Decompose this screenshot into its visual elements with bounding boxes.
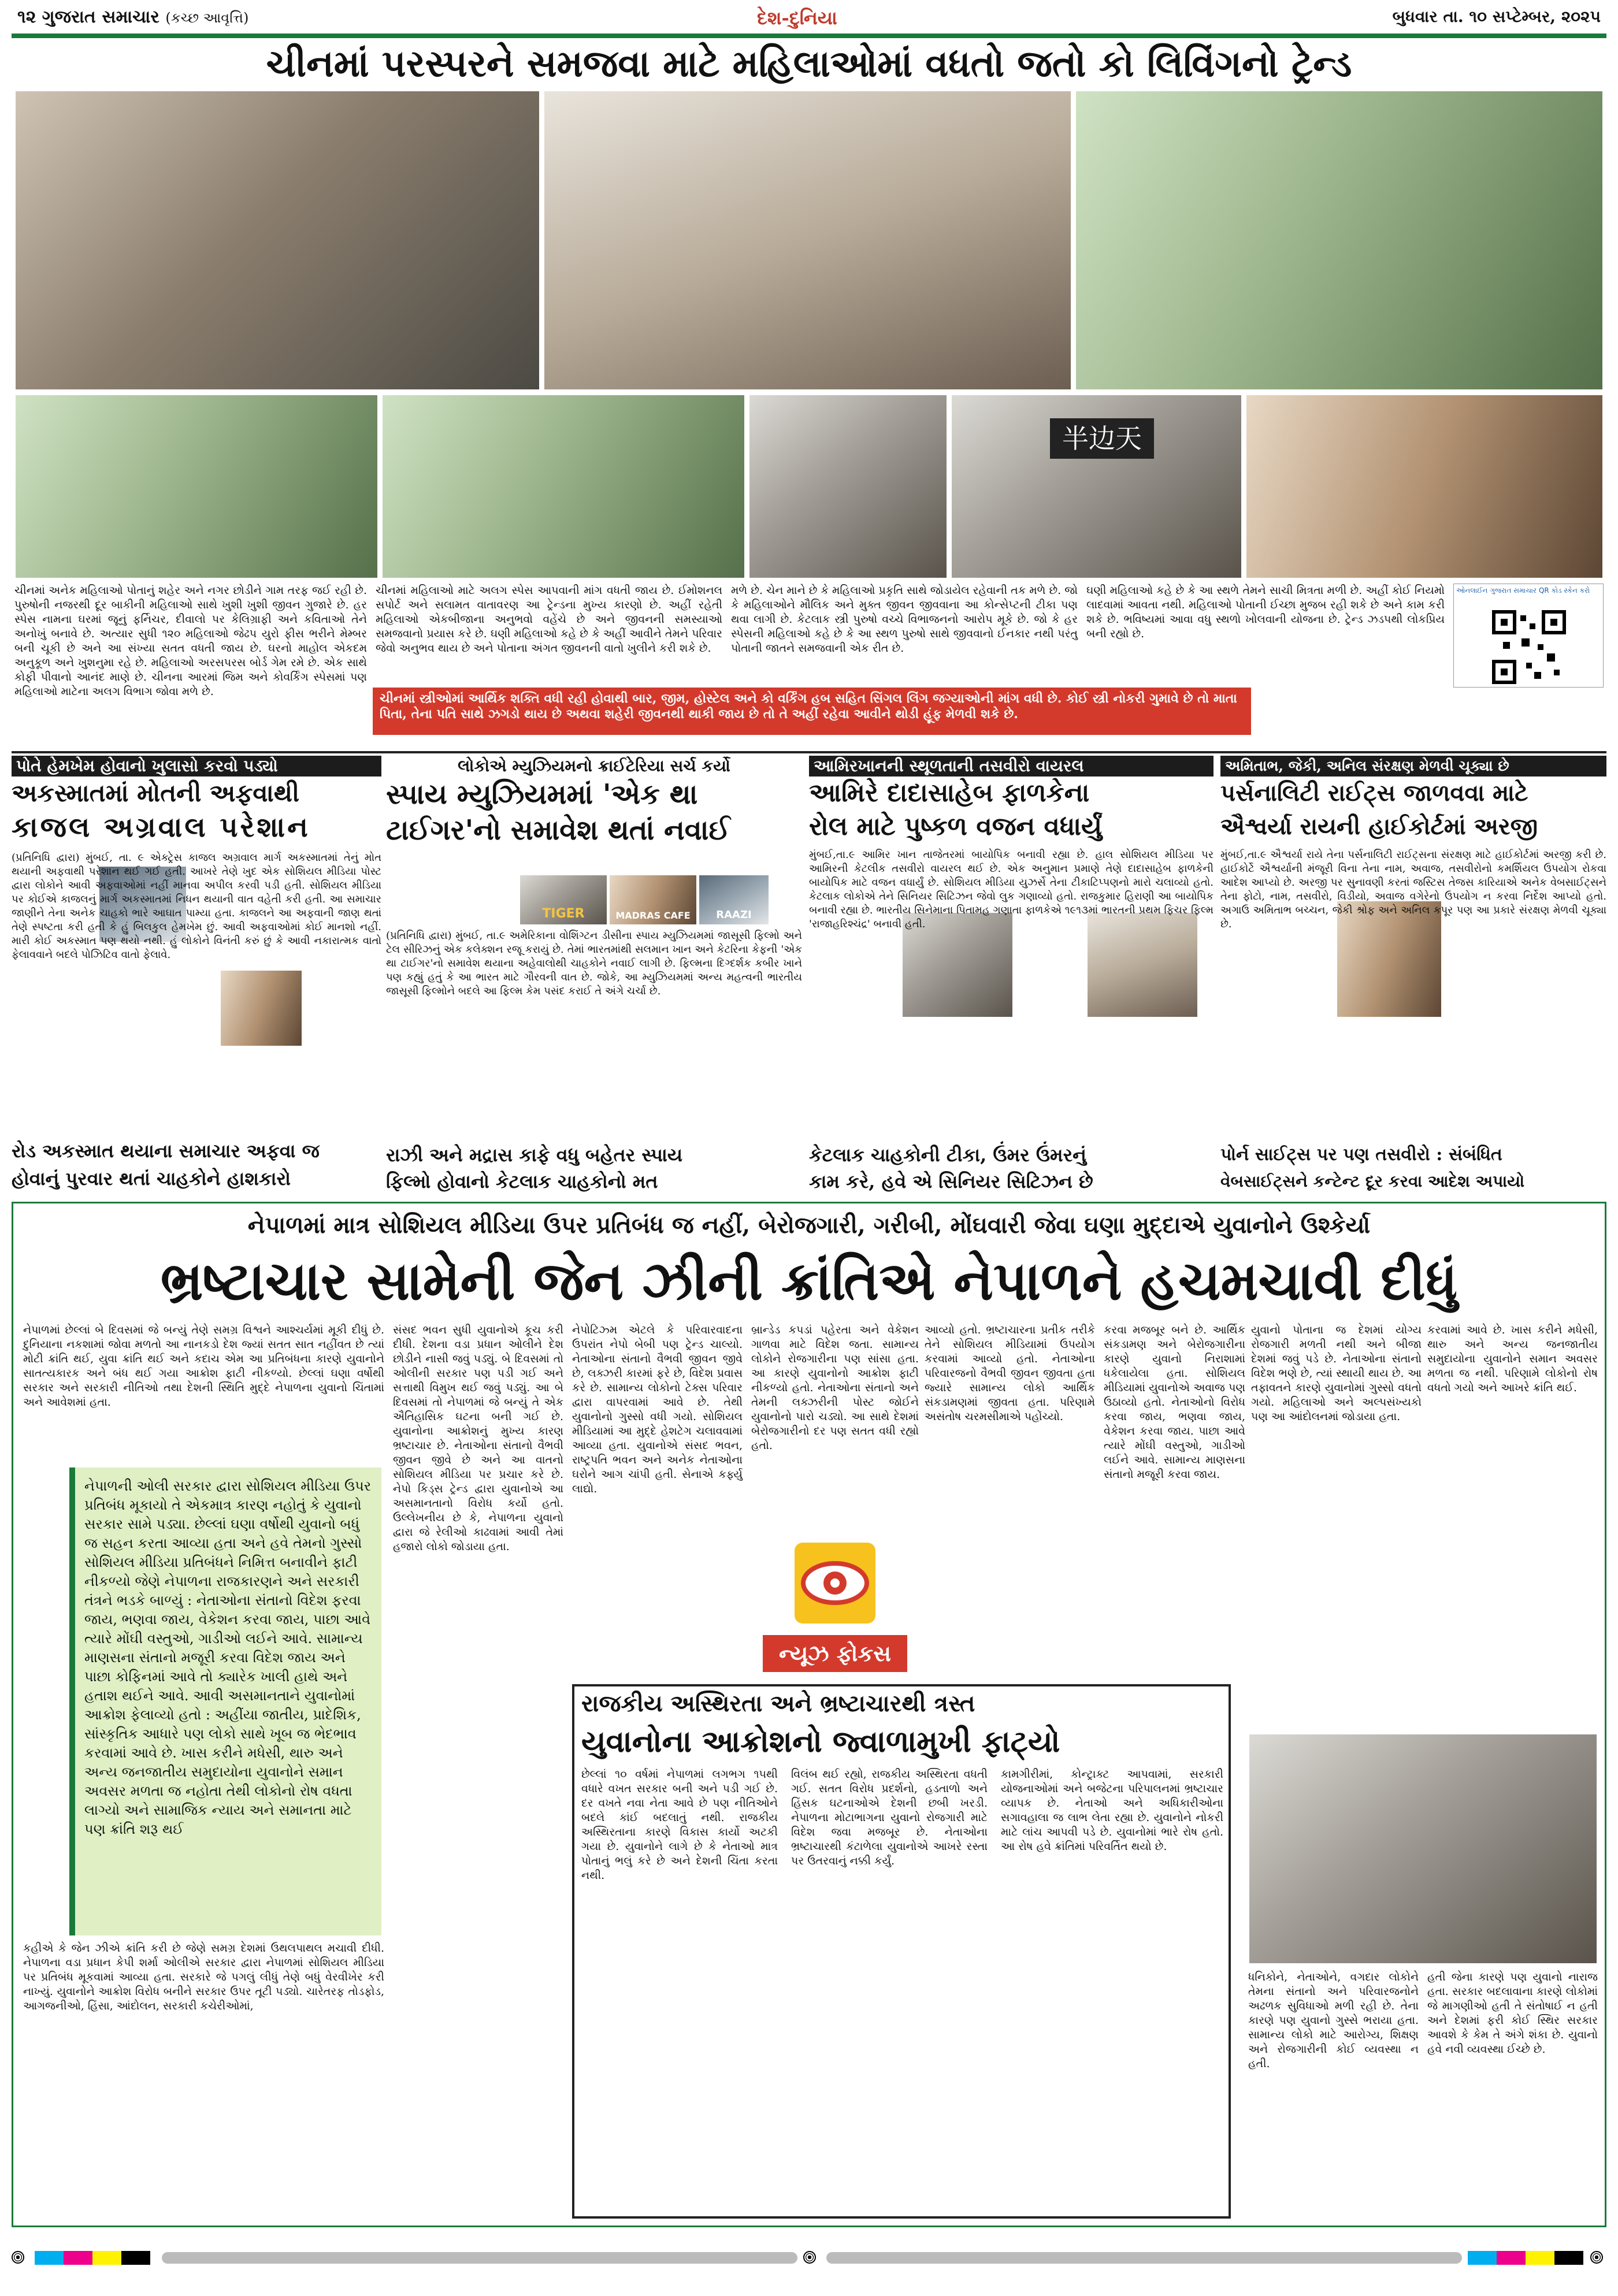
print-marks <box>12 2242 1606 2276</box>
photo-women-house <box>1075 90 1604 391</box>
story-aishwarya <box>1220 756 1606 1198</box>
section-label: દેશ-દુનિયા <box>757 7 837 29</box>
aishwarya-footer-2: વેબસાઈટ્સને કન્ટેન્ટ દૂર કરવા આદેશ અપાયો <box>1220 1172 1525 1191</box>
page-label <box>17 7 248 27</box>
top-story-col1: ચીનમાં અનેક મહિલાઓ પોતાનું શહેર અને નગર છોડીને ગામ તરફ જઈ રહી છે. પુરુષોની નજરથી દૂર બાકીની મહિલાઓ સાથે ખુશી ખુશી જીવન ગુજારે છે. હર સ્પેસ નામના ઘરમાં જૂનું ફર્નિચર, દીવાલો પર કેલિગ્રાફી અને કવિતાઓ તેને અનોખું બનાવે છે. અત્યાર સુધી ૧૨૦ મહિલાઓ જેઢપ યુરો ફીસ ભરીને મેમ્બર બની ચૂકી છે અને આ સંખ્યા સતત વધતી જાય છે. ઘરનો માહોલ એકદમ અનુકૂળ અને ખુશનુમા રહે છે. મહિલાઓ અરસપરસ બોર્ડ ગેમ રમે છે. એક સાથે કોફી પીવાનો આનંદ માણે છે. ચીનના આરમાં જિમ અને કોવર્કિંગ સ્પેસમાં પણ મહિલાઓ માટેના અલગ વિભાગ જોવા મળે છે. <box>14 584 367 698</box>
story-kajal <box>12 756 381 1198</box>
nepal-col8: કરવામાં આવે છે. ખાસ કરીને મધેસી, થારુ અને અન્ય જનજાતીય સમુદાયોના યુવાનોને સમાન અવસર મળતા જ નથી. પરિણામે લોકોનો રોષ વધતો ગયો અને આખરે ક્રાંતિ થઈ. <box>1427 1324 1598 1394</box>
nepal-protest-photo <box>1248 1733 1598 1964</box>
unrest-col1: છેલ્લાં ૧૦ વર્ષમાં નેપાળમાં લગભગ ૧૫થી વધારે વખત સરકાર બની અને પડી ગઈ છે. દર વખતે નવા નેતા આવે છે પણ નીતિઓને બદલે કાંઈ બદલાતું નથી. રાજકીય અસ્થિરતાના કારણે વિકાસ કાર્યો અટકી ગયા છે. યુવાનોને લાગે છે કે નેતાઓ માત્ર પોતાનું ભલું કરે છે અને દેશની ચિંતા કરતા નથી. <box>581 1768 778 1882</box>
aishwarya-headline-2: ઐશ્વર્યા રાયની હાઈકોર્ટમાં અરજી <box>1220 813 1538 840</box>
aishwarya-footer-1: પોર્ન સાઈટ્સ પર પણ તસવીરો : સંબંધિત <box>1220 1145 1502 1165</box>
aishwarya-body: મુંબઈ,તા.૯ ઐશ્વર્યા રાયે તેના પર્સનાલિટી રાઈટ્સના સંરક્ષણ માટે હાઈકોર્ટમાં અરજી કરી છે. હાઈકોર્ટે ઐશ્વર્યાની મંજૂરી વિના તેના નામ, અવાજ, તસવીરોનો કમર્શિયલ ઉપયોગ રોકવા આદેશ આપ્યો છે. અરજી પર સુનાવણી કરતાં જસ્ટિસ તેજસ કારિયાએ અનેક વેબસાઈટ્સને તેના ફોટો, નામ, તસવીરો, વિડીયો, અવાજ વગેરેનો ઉપયોગ ન કરવા નિર્દેશ આપ્યો હતો. અગાઉ અમિતાભ બચ્ચન, જેકી શ્રોફ અને અનિલ કપૂર પણ આ પ્રકારે સંરક્ષણ મેળવી ચૂક્યા છે. <box>1220 849 1606 930</box>
edition-label: (કચ્છ આવૃત્તિ) <box>165 10 249 26</box>
kajal-kicker: પોતે હેમખેમ હોવાનો ખુલાસો કરવો પડ્યો <box>12 756 381 777</box>
photo-river <box>14 394 378 579</box>
unrest-col2: વિલંબ થઈ રહ્યો, રાજકીય અસ્થિરતા વધતી ગઈ. સતત વિરોધ પ્રદર્શનો, હડતાળો અને હિંસક ઘટનાઓએ દેશની છબી ખરડી. નેપાળના મોટાભાગના યુવાનો રોજગારી માટે વિદેશ જવા મજબૂર છે. નેતાઓના ભ્રષ્ટાચારથી કંટાળેલા યુવાનોએ આખરે રસ્તા પર ઉતરવાનું નક્કી કર્યું. <box>791 1768 988 1867</box>
nepal-quote: નેપાળની ઓલી સરકાર દ્વારા સોશિયલ મીડિયા ઉપર પ્રતિબંધ મૂકાયો તે એકમાત્ર કારણ નહોતું કે યુવાનો સરકાર સામે પડ્યા. છેલ્લાં ઘણા વર્ષોથી યુવાનો બધું જ સહન કરતા આવ્યા હતા અને હવે તેમનો ગુસ્સો સોશિયલ મીડિયા પ્રતિબંધને નિમિત્ત બનાવીને ફાટી નીકળ્યો જેણે નેપાળના રાજકારણને અને સરકારી તંત્રને ભડકે બાળ્યું : નેતાઓના સંતાનો વિદેશ ફરવા જાય, ભણવા જાય, વેકેશન કરવા જાય, પાછા આવે ત્યારે મોંઘી વસ્તુઓ, ગાડીઓ લઈને આવે. સામાન્ય માણસના સંતાનો મજૂરી કરવા વિદેશ જાય અને પાછા કોફિનમાં આવે તો ક્યારેક ખાલી હાથે અને હતાશ થઈને આવે. આવી અસમાનતાને યુવાનોમાં આક્રોશ ફેલાવ્યો હતો : અહીંયા જાતીય, પ્રાદેશિક, સાંસ્કૃતિક આધારે પણ લોકો સાથે ખૂબ જ ભેદભાવ કરવામાં આવે છે. ખાસ કરીને મધેસી, થારુ અને અન્ય જનજાતીય સમુદાયોના યુવાનોને સમાન અવસર મળતા જ નહોતા તેથી લોકોનો રોષ વધતા લાગ્યો અને સામાજિક ન્યાય અને સમાનતા માટે પણ ક્રાંતિ શરૂ થઈ <box>84 1478 372 1837</box>
top-story-col3: મળે છે. ચેન માને છે કે મહિલાઓ પ્રકૃતિ સાથે જોડાયેલ રહેવાની તક મળે છે. જો કે મહિલાઓને મૌલિક અને મુક્ત જીવન જીવવાના આ કોન્સેપ્ટની ટીકા પણ થવા લાગી છે. કેટલાક સ્ત્રી પુરુષો વચ્ચે વિભાજનનો આરોપ મૂકે છે. જો કે હર સ્પેસની મહિલાઓ કહે છે કે આ સ્થળ પુરુષો સાથે જીવવાનો ઈનકાર નથી પરંતુ પોતાની જાતને સમજવાની એક રીત છે. <box>731 584 1078 655</box>
raazi-poster <box>698 874 770 926</box>
issue-date: બુધવાર તા. ૧૦ સપ્ટેમ્બર, ૨૦૨૫ <box>1392 7 1601 26</box>
madras-cafe-poster-title: MADRAS CAFE <box>615 910 691 921</box>
spy-footer-1: રાઝી અને મદ્રાસ કાફે વધુ બહેતર સ્પાય <box>386 1144 683 1166</box>
top-story-col2: ચીનમાં મહિલાઓ માટે અલગ સ્પેસ આપવાની માંગ વધતી જાય છે. ઈમોશનલ સપોર્ટ અને સલામત વાતાવરણ આ ટ્રેન્ડના મુખ્ય કારણો છે. અહીં રહેતી મહિલાઓ એકબીજાના અનુભવો વહેંચે છે અને જીવનની સમસ્યાઓ સમજવાનો પ્રયાસ કરે છે. ઘણી મહિલાઓ કહે છે કે અહીં આવીને તેમને પરિવાર જેવો અનુભવ થાય છે અને પોતાના અંગત જીવનની વાતો ખુલીને કરી શકે છે. <box>376 584 722 655</box>
registration-mark-left <box>12 2251 24 2264</box>
aamir-kicker: આમિરખાનની સ્થૂળતાની તસવીરો વાયરલ <box>809 756 1214 777</box>
aamir-body: મુંબઈ,તા.૯ આમિર ખાન તાજેતરમાં બાયોપિક બનાવી રહ્યા છે. હાલ સોશિયલ મીડિયા પર આમિરની કેટલીક તસવીરો વાયરલ થઈ છે. એક અનુમાન પ્રમાણે તેણે દાદાસાહેબ ફાળકેની બાયોપિક માટે વજન વધાર્યું છે. સોશિયલ મીડિયા યુઝર્સે તેના ટીકાટિપ્પણનો મારો ચલાવ્યો હતો. કેટલાક લોકોએ તેને સિનિયર સિટિઝન જેવો લુક ગણાવ્યો હતો. રાજકુમાર હિરાણી આ બાયોપિક બનાવી રહ્યા છે. ભારતીય સિનેમાના પિતામહ ગણાતા ફાળકેએ ૧૯૧૩માં ભારતની પ્રથમ ફિચર ફિલ્મ 'રાજાહરિશ્ચંદ્ર' બનાવી હતી. <box>809 849 1214 930</box>
nepal-quote-box <box>69 1467 381 1935</box>
bookstore-sign: 半边天 <box>1050 418 1154 459</box>
qr-block[interactable] <box>1453 584 1604 688</box>
nepal-col3: નેપોટિઝ્મ એટલે કે પરિવારવાદના ઉપરાંત નેપો બેબી પણ ટ્રેન્ડ ચાલ્યો. નેતાઓના સંતાનો વૈભવી જીવન જીવે છે, લક્ઝરી કારમાં ફરે છે, વિદેશ પ્રવાસ કરે છે. સામાન્ય લોકોનો ટેક્સ પરિવાર દ્વારા વાપરવામાં આવે છે. તેથી યુવાનોનો ગુસ્સો વધી ગયો. સોશિયલ મીડિયામાં આ મુદ્દે હેશટેગ ચલાવવામાં આવ્યા હતા. યુવાનોએ સંસદ ભવન, રાષ્ટ્રપતિ ભવન અને અનેક નેતાઓના ઘરોને આગ ચાંપી હતી. સેનાએ કર્ફ્યુ લાદ્યો. <box>572 1324 743 1495</box>
spy-kicker: લોકોએ મ્યુઝિયમનો ક્રાઈટેરિયા સર્ચ કર્યો <box>458 756 730 775</box>
spy-footer-2: ફિલ્મો હોવાનો કેટલાક ચાહકોનો મત <box>386 1171 658 1192</box>
aamir-headline-1: આમિરે દાદાસાહેબ ફાળકેના <box>809 778 1090 808</box>
nepal-col6: કરવા મજબૂર બને છે. આર્થિક સંકડામણ અને બેરોજગારીના કારણે યુવાનો નિરાશામાં ધકેલાયેલા હતા. સોશિયલ મીડિયામાં યુવાનોએ અવાજ પણ ઉઠાવ્યો હતો. નેતાઓનો વિરોધ કરવા જાય, ભણવા જાય, વેકેશન કરવા જાય. પાછા આવે ત્યારે મોંઘી વસ્તુઓ, ગાડીઓ લઈને આવે. સામાન્ય માણસના સંતાનો મજૂરી કરવા જાય. <box>1104 1324 1245 1481</box>
unrest-col3: કામગીરીમાં, કોન્ટ્રાક્ટ આપવામાં, સરકારી યોજનાઓમાં અને બજેટના પરિપાલનમાં ભ્રષ્ટાચાર વ્યાપક છે. નેતાઓ અને અધિકારીઓના સગાવહાલા જ લાભ લેતા રહ્યા છે. યુવાનોને નોકરી માટે લાંચ આપવી પડે છે. યુવાનોમાં ભારે રોષ હતો. આ રોષ હવે ક્રાંતિમાં પરિવર્તિત થયો છે. <box>1001 1768 1223 1853</box>
nepal-col4: બ્રાન્ડેડ કપડાં પહેરતા અને વેકેશન ગાળવા માટે વિદેશ જતા. સામાન્ય લોકોને રોજગારીના પણ સાંસા હતા. આ કારણે યુવાનોનો આક્રોશ ફાટી નીકળ્યો હતો. નેતાઓના સંતાનો અને તેમની લક્ઝરીની પોસ્ટ જોઈને યુવાનોનો પારો ચડ્યો. આ સાથે દેશમાં બેરોજગારીનો દર પણ સતત વધી રહ્યો હતો. <box>751 1324 919 1452</box>
nepal-col2: સંસદ ભવન સુધી યુવાનોએ કૂચ કરી દીધી. દેશના વડા પ્રધાન ઓલીને દેશ છોડીને નાસી જવું પડ્યું. બે દિવસમાં તો ઓલીની સરકાર પણ પડી ગઈ અને સત્તાથી વિમુખ થઈ જવું પડ્યું. આ બે દિવસમાં તો નેપાળમાં જે બન્યું તે એક ઐતિહાસિક ઘટના બની ગઈ છે. યુવાનોના આક્રોશનું મુખ્ય કારણ ભ્રષ્ટાચાર છે. નેતાઓના સંતાનો વૈભવી જીવન જીવે છે અને આ વાતનો સોશિયલ મીડિયા પર પ્રચાર કરે છે. નેપો કિડ્સ ટ્રેન્ડ દ્વારા યુવાનોએ આ અસમાનતાનો વિરોધ કર્યો હતો. ઉલ્લેખનીય છે કે, નેપાળના યુવાનો દ્વારા જે રેલીઓ કાઢવામાં આવી તેમાં હજારો લોકો જોડાયા હતા. <box>393 1324 563 1553</box>
madras-cafe-poster <box>608 874 697 926</box>
color-swatches-left <box>35 2251 150 2265</box>
top-story-headline: ચીનમાં પરસ્પરને સમજવા માટે મહિલાઓમાં વધતો જતો કો લિવિંગનો ટ્રેન્ડ <box>266 42 1352 86</box>
story-aamir <box>809 756 1214 1198</box>
gray-bar-right <box>826 2252 1462 2264</box>
aishwarya-headline-1: પર્સનાલિટી રાઈટ્સ જાળવવા માટે <box>1220 779 1528 807</box>
registration-mark-center <box>803 2251 816 2264</box>
nepal-col1b: કહીએ કે જેન ઝીએ ક્રાંતિ કરી છે જેણે સમગ્ર દેશમાં ઉથલપાથલ મચાવી દીધી. નેપાળના વડા પ્રધાન કેપી શર્મા ઓલીએ સરકાર દ્વારા નેપાળમાં સોશિયલ મીડિયા પર પ્રતિબંધ મૂકવામાં આવ્યા હતા. સરકારે જે પગલું લીધું તેણે બધું વેરવીખેર કરી નાખ્યું. યુવાનોને આક્રોશ વિરોધ બનીને સરકાર ઉપર તૂટી પડ્યો. ચારેતરફ તોડફોડ, આગજનીઓ, હિંસા, આંદોલન, સરકારી કચેરીઓમાં, <box>23 1942 384 2012</box>
tiger-poster <box>519 874 608 926</box>
spy-body: (પ્રતિનિધિ દ્વારા) મુંબઈ, તા.૯ અમેરિકાના વોશિંગ્ટન ડીસીના સ્પાય મ્યુઝિયમમાં જાસૂસી ફિલ્મો અને ટેલ સીરિઝનું એક કલેક્શન રજૂ કરાયું છે. તેમાં ભારતમાંથી સલમાન ખાન અને કેટરિના કેફની 'એક થા ટાઈગર'નો સમાવેશ થયાના અહેવાલોથી ચાહકોને નવાઈ લાગી છે. ફિલ્મના દિગ્દર્શક કબીર ખાને પણ કહ્યું હતું કે આ ભારત માટે ગૌરવની વાત છે. જોકે, આ મ્યુઝિયમમાં અન્ય મહત્વની ભારતીય જાસૂસી ફિલ્મોને બદલે આ ફિલ્મ કેમ પસંદ કરાઈ તે અંગે ચર્ચા છે. <box>386 930 802 997</box>
aishwarya-kicker: અમિતાભ, જેકી, અનિલ સંરક્ષણ મેળવી ચૂક્યા છે <box>1220 756 1606 777</box>
unrest-box <box>572 1684 1231 2219</box>
aamir-headline-2: રોલ માટે પુષ્કળ વજન વધાર્યું <box>809 812 1103 841</box>
photo-women-cooking <box>14 90 540 391</box>
photo-women-talking <box>543 90 1072 391</box>
kajal-footer-1: રોડ અકસ્માત થયાના સમાચાર અફવા જ <box>12 1140 320 1162</box>
section-divider <box>12 751 1606 753</box>
news-focus-badge <box>751 1537 919 1681</box>
nepal-col7: યુવાનો પોતાના જ દેશમાં યોગ્ય રોજગારી મળતી નથી અને બીજા દેશમાં જવું પડે છે. નેતાઓના સંતાનો વિદેશ ભણે છે, ત્યાં સ્થાયી થાય છે. આ તફાવતને કારણે યુવાનોમાં ગુસ્સો વધતો ગયો. મહિલાઓ અને અલ્પસંખ્યકો પણ આ આંદોલનમાં જોડાયા હતા. <box>1251 1324 1422 1423</box>
photo-geese <box>381 394 745 579</box>
story-spy-museum <box>386 756 802 1198</box>
aamir-footer-2: કામ કરે, હવે એ સિનિયર સિટિઝન છે <box>809 1171 1093 1192</box>
photo-bar <box>748 394 948 579</box>
raazi-poster-title: RAAZI <box>716 909 752 921</box>
page-number-title: ૧૨ ગુજરાત સમાચાર <box>17 7 159 27</box>
kajal-footer-2: હોવાનું પુરવાર થતાં ચાહકોને હાશકારો <box>12 1168 291 1190</box>
spy-headline-1: સ્પાય મ્યુઝિયમમાં 'એક થા <box>386 778 698 811</box>
eye-icon <box>751 1537 919 1641</box>
aamir-footer-1: કેટલાક ચાહકોની ટીકા, ઉંમર ઉંમરનું <box>809 1144 1087 1166</box>
nepal-col1: નેપાળમાં છેલ્લાં બે દિવસમાં જે બન્યું તેણે સમગ્ર વિશ્વને આશ્ચર્યમાં મૂકી દીધું છે. દુનિયાના નકશામાં જોવા મળતો આ નાનકડો દેશ જ્યાં સતત સાત નહીંવત છે ત્યાં મોટી ક્રાંતિ થઈ, યુવા ક્રાંતિ થઈ અને કદાચ એમ આ પ્રતિબંધના કારણે યુવાનોને સાતત્યકારક અને બંધ થઈ ગયા આક્રોશ ફાટી નીકળ્યો. છેલ્લાં ઘણા વર્ષોથી સરકાર અને સરકારી નીતિઓ તથા દેશની સ્થિતિ મુદ્દે નેપાળના યુવાનો ચિંતામાં અને આવેશમાં હતા. <box>23 1324 384 1409</box>
qr-code-icon <box>1491 610 1567 685</box>
nepal-col10: હતી જેના કારણે પણ યુવાનો નારાજ હતા. સરકાર બદલાવાના કારણે લોકોમાં જે માગણીઓ હતી તે સંતોષાઈ ન હતી અને દેશમાં ફરી કોઈ સ્થિર સરકાર આવશે કે કેમ તે અંગે શંકા છે. યુવાનો હવે નવી વ્યવસ્થા ઈચ્છે છે. <box>1427 1971 1598 2056</box>
kajal-body: (પ્રતિનિધિ દ્વારા) મુંબઈ, તા. ૯ એક્ટ્રેસ કાજલ અગ્રવાલ માર્ગ અકસ્માતમાં તેનું મોત થયાની અફવાથી પરેશાન થઈ ગઈ હતી. આખરે તેણે ખુદ એક સોશિયલ મીડિયા પોસ્ટ દ્વારા લોકોને આવી અફવાઓમાં નહીં માનવા અપીલ કરવી પડી હતી. સોશિયલ મીડિયા પર કોઈએ કાજલનું માર્ગ અકસ્માતમાં નિધન થયાની વાત વહેતી કરી હતી. આ સમાચાર જાણીને તેના અનેક ચાહકો ભારે આઘાત પામ્યા હતા. કાજલને આ અફવાની જાણ થતાં તેણે સ્પષ્ટતા કરી હતી કે હું બિલકુલ હેમખેમ છું. આવી અફવાઓમાં કોઈ માનશો નહીં. મારી કોઈ અકસ્માત પણ થયો નથી. હું લોકોને વિનંતી કરું છું કે આવી નકારાત્મક વાતો ફેલાવવાને બદલે પોઝિટિવ વાતો ફેલાવે. <box>12 852 381 961</box>
unrest-kicker: રાજકીય અસ્થિરતા અને ભ્રષ્ટાચારથી ત્રસ્ત <box>581 1690 975 1717</box>
gray-bar-left <box>162 2252 797 2264</box>
nepal-kicker: નેપાળમાં માત્ર સોશિયલ મીડિયા ઉપર પ્રતિબંધ જ નહીં, બેરોજગારી, ગરીબી, મોંઘવારી જેવા ઘણા મુદ્દાએ યુવાનોને ઉશ્કેર્યા <box>247 1212 1371 1239</box>
kajal-headline-2: કાજલ અગ્રવાલ પરેશાન <box>12 811 310 844</box>
masthead-rule <box>12 34 1606 38</box>
color-swatches-right <box>1468 2251 1583 2265</box>
qr-label: ઓનલાઈન ગુજરાત સમાચાર QR કોડ સ્કેન કરો <box>1456 586 1590 595</box>
top-story-highlight: ચીનમાં સ્ત્રીઓમાં આર્થિક શક્તિ વધી રહી હોવાથી બાર, જીમ, હોસ્ટેલ અને કો વર્કિંગ હબ સહિત સિંગલ લિંગ જગ્યાઓની માંગ વધી છે. કોઈ સ્ત્રી નોકરી ગુમાવે છે તો માતા પિતા, તેના પતિ સાથે ઝગડો થાય છે અથવા શહેરી જીવનથી થાકી જાય છે તો તે અહીં રહેવા આવીને થોડી હૂંફ મેળવી શકે છે. <box>373 688 1251 735</box>
news-focus-label: ન્યૂઝ ફોકસ <box>763 1635 907 1672</box>
kajal-headline-1: અકસ્માતમાં મોતની અફવાથી <box>12 779 300 807</box>
spy-headline-2: ટાઈગર'નો સમાવેશ થતાં નવાઈ <box>386 814 730 846</box>
unrest-headline: યુવાનોના આક્રોશનો જ્વાળામુખી ફાટ્યો <box>581 1724 1060 1759</box>
nepal-col9: ધનિકોને, નેતાઓને, વગદાર લોકોને તેમના સંતાનો અને પરિવારજનોને અઢળક સુવિધાઓ મળી રહી છે. તેના કારણે પણ યુવાનો ગુસ્સે ભરાયા હતા. સામાન્ય લોકો માટે આરોગ્ય, શિક્ષણ અને રોજગારીની કોઈ વ્યવસ્થા ન હતી. <box>1248 1971 1419 2070</box>
top-story-col4: ઘણી મહિલાઓ કહે છે કે આ સ્થળે તેમને સાચી મિત્રતા મળી છે. અહીં કોઈ નિયમો લાદવામાં આવતા નથી. મહિલાઓ પોતાની ઈચ્છા મુજબ રહી શકે છે અને કામ કરી શકે છે. ભવિષ્યમાં આવા વધુ સ્થળો ખોલવાની યોજના છે. ટ્રેન્ડ ઝડપથી લોકપ્રિય બની રહ્યો છે. <box>1086 584 1445 640</box>
nepal-col5: આવ્યો હતો. ભ્રષ્ટાચારના પ્રતીક તરીકે તેને સોશિયલ મીડિયામાં ઉપયોગ કરવામાં આવ્યો હતો. નેતાઓના પરિવારજનો વૈભવી જીવન જીવતા હતા જ્યારે સામાન્ય લોકો આર્થિક સંકડામણમાં જીવતા હતા. પરિણામે અસંતોષ ચરમસીમાએ પહોંચ્યો. <box>925 1324 1095 1423</box>
nepal-headline: ભ્રષ્ટાચાર સામેની જેન ઝીની ક્રાંતિએ નેપાળને હચમચાવી દીધું <box>160 1250 1458 1312</box>
tiger-poster-title: TIGER <box>542 906 585 921</box>
photo-women-table <box>1245 394 1604 579</box>
photo-bookstore <box>951 394 1242 579</box>
registration-mark-right <box>1590 2251 1603 2264</box>
